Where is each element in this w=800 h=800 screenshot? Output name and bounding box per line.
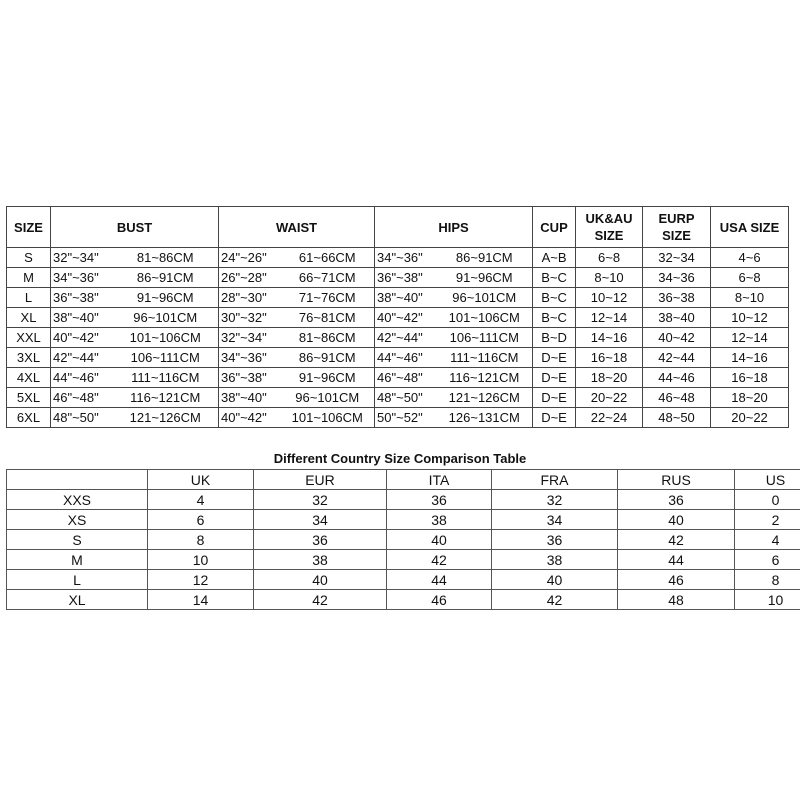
cell-us: 6 [735, 550, 800, 570]
cell-hips-cm: 116~121CM [437, 368, 533, 388]
size-chart-table [6, 206, 789, 428]
cell-rus: 42 [618, 530, 735, 550]
cell-waist-inches: 26"~28" [219, 268, 281, 288]
cell-fra: 34 [492, 510, 618, 530]
cell-waist-inches: 40"~42" [219, 408, 281, 428]
cell-usa: 8~10 [711, 288, 789, 308]
cell-waist-cm: 76~81CM [281, 308, 375, 328]
comparison-header-row [7, 470, 800, 490]
cell-uk: 14 [148, 590, 254, 610]
cell-ita: 42 [387, 550, 492, 570]
cell-size: XL [7, 308, 51, 328]
cell-fra: 38 [492, 550, 618, 570]
cell-cup: B~C [533, 308, 576, 328]
cell-hips-inches: 38"~40" [375, 288, 437, 308]
cell-usa: 6~8 [711, 268, 789, 288]
cell-size: 6XL [7, 408, 51, 428]
cell-cup: B~C [533, 288, 576, 308]
cell-ukau: 16~18 [576, 348, 643, 368]
cell-usa: 20~22 [711, 408, 789, 428]
cell-cup: D~E [533, 388, 576, 408]
cell-eurp: 42~44 [643, 348, 711, 368]
cell-eur: 42 [254, 590, 387, 610]
cell-hips-cm: 121~126CM [437, 388, 533, 408]
cell-rus: 36 [618, 490, 735, 510]
size-row [7, 408, 789, 428]
cell-size: 3XL [7, 348, 51, 368]
cell-hips-cm: 86~91CM [437, 248, 533, 268]
header-eurp-size [643, 207, 711, 248]
cell-cup: D~E [533, 348, 576, 368]
cell-size: S [7, 530, 148, 550]
cell-hips-inches: 44"~46" [375, 348, 437, 368]
cell-ukau: 14~16 [576, 328, 643, 348]
cell-size: M [7, 268, 51, 288]
cell-cup: D~E [533, 408, 576, 428]
cell-fra: 36 [492, 530, 618, 550]
cell-eurp: 38~40 [643, 308, 711, 328]
cell-uk: 4 [148, 490, 254, 510]
header-ita: ITA [387, 470, 492, 490]
cell-hips-cm: 111~116CM [437, 348, 533, 368]
comparison-row [7, 530, 800, 550]
cell-bust-cm: 91~96CM [113, 288, 219, 308]
cell-rus: 44 [618, 550, 735, 570]
cell-size: XXS [7, 490, 148, 510]
cell-waist-cm: 66~71CM [281, 268, 375, 288]
header-cup: CUP [533, 207, 576, 248]
cell-size: XXL [7, 328, 51, 348]
cell-waist-cm: 91~96CM [281, 368, 375, 388]
cell-hips-inches: 36"~38" [375, 268, 437, 288]
comparison-row [7, 490, 800, 510]
cell-hips-inches: 40"~42" [375, 308, 437, 328]
cell-eurp: 32~34 [643, 248, 711, 268]
cell-hips-inches: 42"~44" [375, 328, 437, 348]
cell-bust-cm: 111~116CM [113, 368, 219, 388]
cell-fra: 40 [492, 570, 618, 590]
cell-hips-inches: 46"~48" [375, 368, 437, 388]
cell-waist-inches: 24"~26" [219, 248, 281, 268]
size-row [7, 308, 789, 328]
cell-size: XS [7, 510, 148, 530]
size-row [7, 268, 789, 288]
cell-waist-inches: 32"~34" [219, 328, 281, 348]
cell-usa: 4~6 [711, 248, 789, 268]
cell-ita: 44 [387, 570, 492, 590]
cell-bust-cm: 86~91CM [113, 268, 219, 288]
cell-eur: 40 [254, 570, 387, 590]
cell-eurp: 44~46 [643, 368, 711, 388]
header-fra: FRA [492, 470, 618, 490]
cell-cup: B~C [533, 268, 576, 288]
cell-us: 0 [735, 490, 800, 510]
cell-waist-inches: 36"~38" [219, 368, 281, 388]
cell-ita: 40 [387, 530, 492, 550]
header-eurp-line2: SIZE [662, 228, 691, 243]
cell-ukau: 22~24 [576, 408, 643, 428]
cell-ukau: 12~14 [576, 308, 643, 328]
cell-size: 5XL [7, 388, 51, 408]
cell-bust-cm: 106~111CM [113, 348, 219, 368]
header-us: US [735, 470, 800, 490]
size-row [7, 328, 789, 348]
header-ukau-size [576, 207, 643, 248]
cell-bust-cm: 121~126CM [113, 408, 219, 428]
cell-size: XL [7, 590, 148, 610]
cell-waist-cm: 86~91CM [281, 348, 375, 368]
cell-hips-inches: 50"~52" [375, 408, 437, 428]
comparison-row [7, 570, 800, 590]
country-comparison-table [6, 469, 800, 610]
cell-waist-cm: 81~86CM [281, 328, 375, 348]
size-row [7, 248, 789, 268]
cell-bust-inches: 42"~44" [51, 348, 113, 368]
comparison-table-title: Different Country Size Comparison Table [273, 451, 527, 466]
cell-ukau: 10~12 [576, 288, 643, 308]
size-chart-body [7, 248, 789, 428]
cell-uk: 12 [148, 570, 254, 590]
cell-uk: 8 [148, 530, 254, 550]
cell-bust-inches: 44"~46" [51, 368, 113, 388]
cell-size: M [7, 550, 148, 570]
cell-usa: 16~18 [711, 368, 789, 388]
size-row [7, 288, 789, 308]
cell-eur: 34 [254, 510, 387, 530]
cell-cup: B~D [533, 328, 576, 348]
cell-size: 4XL [7, 368, 51, 388]
cell-uk: 6 [148, 510, 254, 530]
header-size: SIZE [7, 207, 51, 248]
cell-bust-cm: 96~101CM [113, 308, 219, 328]
cell-rus: 46 [618, 570, 735, 590]
cell-ukau: 18~20 [576, 368, 643, 388]
cell-hips-cm: 96~101CM [437, 288, 533, 308]
cell-cup: A~B [533, 248, 576, 268]
cell-ita: 36 [387, 490, 492, 510]
header-waist: WAIST [219, 207, 375, 248]
cell-usa: 18~20 [711, 388, 789, 408]
cell-eur: 38 [254, 550, 387, 570]
comparison-row [7, 590, 800, 610]
header-blank [7, 470, 148, 490]
size-row [7, 348, 789, 368]
size-row [7, 388, 789, 408]
cell-ita: 46 [387, 590, 492, 610]
cell-eurp: 34~36 [643, 268, 711, 288]
cell-fra: 32 [492, 490, 618, 510]
comparison-body [7, 490, 800, 610]
cell-rus: 40 [618, 510, 735, 530]
header-rus: RUS [618, 470, 735, 490]
cell-eurp: 46~48 [643, 388, 711, 408]
cell-fra: 42 [492, 590, 618, 610]
cell-waist-cm: 61~66CM [281, 248, 375, 268]
header-ukau-line2: SIZE [594, 228, 624, 243]
cell-cup: D~E [533, 368, 576, 388]
cell-bust-cm: 101~106CM [113, 328, 219, 348]
cell-us: 4 [735, 530, 800, 550]
cell-uk: 10 [148, 550, 254, 570]
cell-ita: 38 [387, 510, 492, 530]
cell-waist-inches: 34"~36" [219, 348, 281, 368]
header-eur: EUR [254, 470, 387, 490]
cell-waist-cm: 71~76CM [281, 288, 375, 308]
size-row [7, 368, 789, 388]
cell-usa: 14~16 [711, 348, 789, 368]
cell-eurp: 48~50 [643, 408, 711, 428]
cell-us: 8 [735, 570, 800, 590]
cell-ukau: 20~22 [576, 388, 643, 408]
header-eurp-line1: EURP [658, 211, 695, 226]
header-uk: UK [148, 470, 254, 490]
cell-waist-inches: 28"~30" [219, 288, 281, 308]
cell-hips-inches: 34"~36" [375, 248, 437, 268]
cell-size: L [7, 570, 148, 590]
cell-bust-inches: 40"~42" [51, 328, 113, 348]
comparison-row [7, 550, 800, 570]
header-bust: BUST [51, 207, 219, 248]
cell-eurp: 36~38 [643, 288, 711, 308]
header-usa-size: USA SIZE [711, 207, 789, 248]
header-ukau-line1: UK&AU [585, 211, 633, 226]
cell-usa: 12~14 [711, 328, 789, 348]
cell-ukau: 6~8 [576, 248, 643, 268]
cell-waist-inches: 30"~32" [219, 308, 281, 328]
cell-size: S [7, 248, 51, 268]
cell-eur: 32 [254, 490, 387, 510]
cell-waist-cm: 96~101CM [281, 388, 375, 408]
cell-us: 10 [735, 590, 800, 610]
cell-bust-inches: 32"~34" [51, 248, 113, 268]
cell-bust-inches: 48"~50" [51, 408, 113, 428]
cell-bust-inches: 34"~36" [51, 268, 113, 288]
cell-size: L [7, 288, 51, 308]
size-chart-header-row [7, 207, 789, 248]
cell-hips-cm: 106~111CM [437, 328, 533, 348]
cell-waist-cm: 101~106CM [281, 408, 375, 428]
cell-bust-inches: 46"~48" [51, 388, 113, 408]
cell-hips-cm: 91~96CM [437, 268, 533, 288]
cell-waist-inches: 38"~40" [219, 388, 281, 408]
cell-us: 2 [735, 510, 800, 530]
cell-usa: 10~12 [711, 308, 789, 328]
cell-hips-cm: 101~106CM [437, 308, 533, 328]
cell-bust-cm: 81~86CM [113, 248, 219, 268]
cell-ukau: 8~10 [576, 268, 643, 288]
cell-bust-inches: 38"~40" [51, 308, 113, 328]
comparison-row [7, 510, 800, 530]
cell-eur: 36 [254, 530, 387, 550]
cell-eurp: 40~42 [643, 328, 711, 348]
cell-rus: 48 [618, 590, 735, 610]
cell-bust-inches: 36"~38" [51, 288, 113, 308]
header-hips: HIPS [375, 207, 533, 248]
cell-hips-inches: 48"~50" [375, 388, 437, 408]
cell-bust-cm: 116~121CM [113, 388, 219, 408]
cell-hips-cm: 126~131CM [437, 408, 533, 428]
